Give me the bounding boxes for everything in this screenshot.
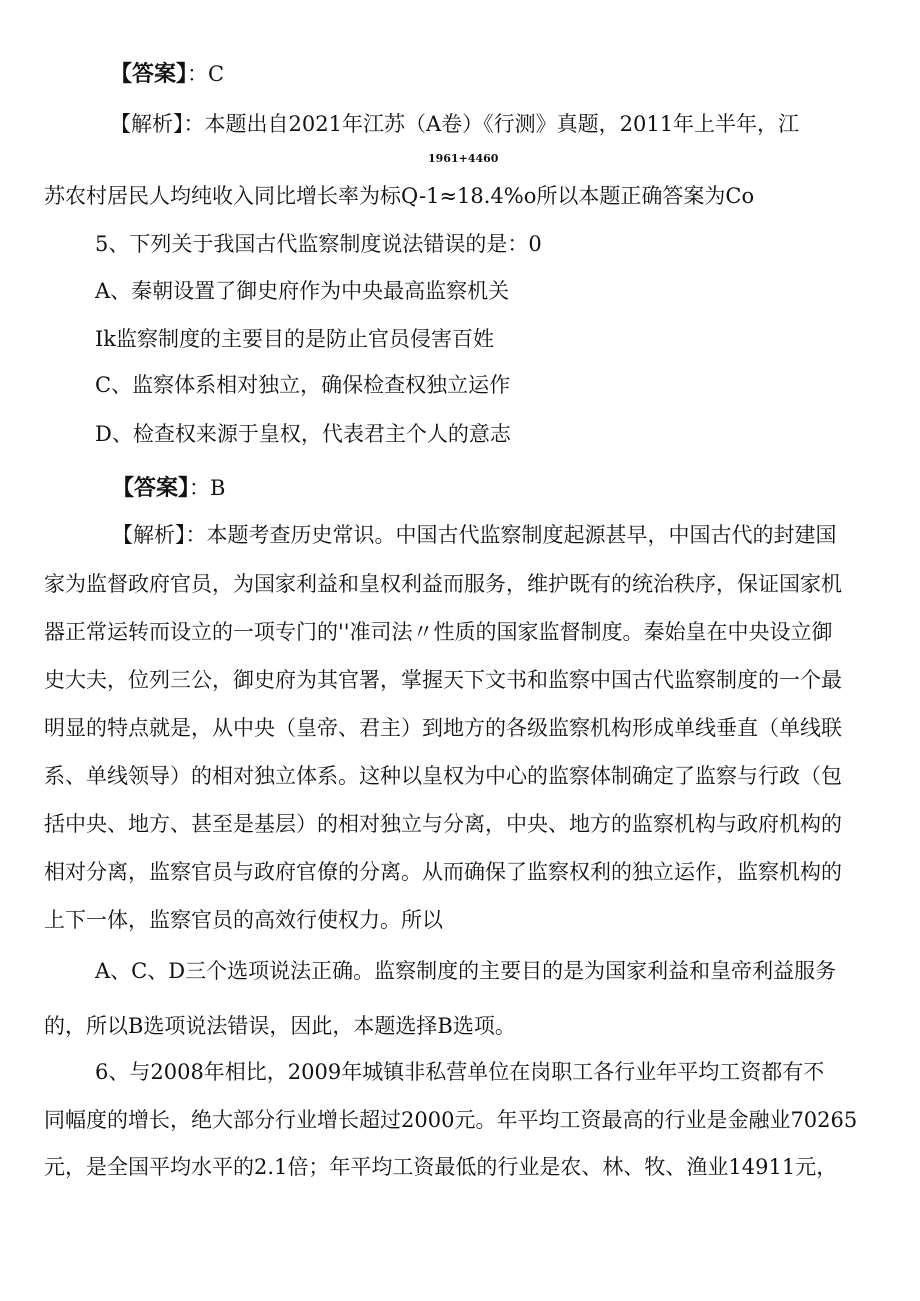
- question-5-option-a: A、秦朝设置了御史府作为中央最高监察机关: [95, 279, 510, 303]
- answer-value: B: [210, 476, 226, 500]
- explanation-1-line-1: 【解析】：本题出自2021年江苏（A卷）《行测》真题，2011年上半年，江: [110, 112, 800, 136]
- explanation-2-line-7: 括中央、地方、甚至是基层）的相对独立与分离，中央、地方的监察机构与政府机构的: [44, 812, 842, 836]
- explanation-1-line-2: 苏农村居民人均纯收入同比增长率为标Q-1≈18.4%o所以本题正确答案为Co: [44, 184, 755, 208]
- question-5-option-d: D、检查权来源于皇权，代表君主个人的意志: [95, 422, 511, 446]
- answer-label: 【答案】: [110, 62, 188, 87]
- question-6-line-3: 元，是全国平均水平的2.1倍；年平均工资最低的行业是农、林、牧、渔业14911元，: [44, 1155, 838, 1179]
- question-5-option-c: C、监察体系相对独立，确保检查权独立运作: [95, 373, 511, 397]
- explanation-2-line-3: 器正常运转而设立的一项专门的''准司法〃性质的国家监督制度。秦始皇在中央设立御: [44, 620, 833, 644]
- explanation-2-line-9: 上下一体，监察官员的高效行使权力。所以: [44, 908, 443, 932]
- explanation-2-conclusion-1: A、C、D三个选项说法正确。监察制度的主要目的是为国家利益和皇帝利益服务: [95, 959, 837, 983]
- answer-1: [110, 60, 224, 89]
- explanation-2-line-1: 【解析】：本题考查历史常识。中国古代监察制度起源甚早，中国古代的封建国: [112, 523, 837, 547]
- question-6-line-1: 6、与2008年相比，2009年城镇非私营单位在岗职工各行业年平均工资都有不: [95, 1060, 825, 1084]
- explanation-2-line-5: 明显的特点就是，从中央（皇帝、君主）到地方的各级监察机构形成单线垂直（单线联: [44, 716, 842, 740]
- answer-label: 【答案】: [112, 476, 190, 501]
- answer-separator: ：: [187, 62, 209, 86]
- answer-separator: ：: [189, 476, 211, 500]
- explanation-2-line-6: 系、单线领导）的相对独立体系。这种以皇权为中心的监察体制确定了监察与行政（包: [44, 764, 842, 788]
- question-5-option-b: Ik监察制度的主要目的是防止官员侵害百姓: [95, 327, 495, 351]
- formula-numerator: 1961+4460: [428, 152, 499, 165]
- answer-2: [112, 474, 225, 503]
- question-6-line-2: 同幅度的增长，绝大部分行业增长超过2000元。年平均工资最高的行业是金融业70265: [44, 1108, 858, 1132]
- question-5-stem: 5、下列关于我国古代监察制度说法错误的是：0: [95, 232, 542, 256]
- explanation-2-line-2: 家为监督政府官员，为国家利益和皇权利益而服务，维护既有的统治秩序，保证国家机: [44, 572, 842, 596]
- explanation-2-conclusion-2: 的，所以B选项说法错误，因此，本题选择B选项。: [44, 1014, 516, 1038]
- explanation-2-line-4: 史大夫，位列三公，御史府为其官署，掌握天下文书和监察中国古代监察制度的一个最: [44, 668, 842, 692]
- answer-value: C: [208, 62, 225, 86]
- explanation-2-line-8: 相对分离，监察官员与政府官僚的分离。从而确保了监察权利的独立运作，监察机构的: [44, 860, 842, 884]
